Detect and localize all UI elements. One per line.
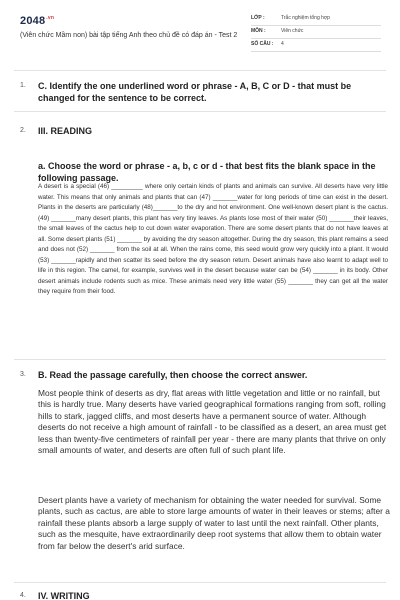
logo-suffix: .vn	[46, 15, 55, 22]
meta-row-subject	[251, 26, 381, 39]
meta-value: Trắc nghiệm tổng hợp	[281, 15, 330, 21]
question-title: IV. WRITING	[38, 591, 90, 600]
meta-row-count	[251, 39, 381, 52]
divider	[14, 111, 386, 112]
logo-text: 2048	[20, 15, 46, 27]
question-number: 4.	[20, 592, 26, 599]
site-logo[interactable]	[20, 15, 54, 27]
page-header	[0, 0, 400, 62]
question-number: 3.	[20, 371, 26, 378]
meta-key: SỐ CÂU :	[251, 41, 274, 47]
divider	[14, 70, 386, 71]
passage-paragraph: Most people think of deserts as dry, flat areas with little vegetation and little or no rainfall, but this is hardly true. Many deserts have varied geographical formations ranging from soft, rolling hills to stark, jagged cliffs, and most deserts have a permanent source of water. Although deserts do not receive a high amount of rainfall - to be classified as a desert, an area must get less than twenty-five centimeters of rainfall per year - there are many plants that thrive on only small amounts of water, and deserts are often full of such plant life.	[38, 388, 387, 456]
meta-value: Viên chức	[281, 28, 304, 34]
meta-table	[251, 13, 381, 52]
meta-key: MÔN :	[251, 28, 266, 34]
question-title: B. Read the passage carefully, then choose the correct answer.	[38, 370, 308, 380]
question-number: 1.	[20, 82, 26, 89]
meta-key: LỚP :	[251, 15, 265, 21]
document-title: (Viên chức Mầm non) bài tập tiếng Anh theo chủ đề có đáp án - Test 2	[20, 32, 238, 39]
divider	[14, 582, 386, 583]
question-title: III. READING	[38, 126, 93, 136]
divider	[14, 359, 386, 360]
meta-value: 4	[281, 41, 284, 47]
reading-passage: A desert is a special (46) _________ where only certain kinds of plants and animals can survive. All deserts have very little water. This means that only animals and plants that can (47) _______water for long periods of time can exist in the desert. Plants in the deserts are particularly (48)_______to the dry and hot environment. One well-known desert plant is the cactus. (49) _______many desert plants, this plant has very tiny leaves. As plants lose most of their water (50) _______their leaves, the small leaves of the cactus help to cut down water evaporation. There are some desert plants that do not have leaves at all. Some desert plants (51) _______ by avoiding the dry season altogether. During the dry season, this plant remains a seed and does not (52) _______ from the soil at all. When the rains come, this seed would grow very quickly into a plant. It would (53) _______rapidly and then scatter its seed before the dry season return. Desert animals have also learnt to adapt well to life in this region. The camel, for example, survives well in the desert because water can be (54) _______ in its body. Other desert animals include rodents such as mice. These animals need very little water (55) _______ they can get all the water they require from their food.	[38, 183, 388, 295]
meta-row-class	[251, 13, 381, 26]
passage-paragraph: Desert plants have a variety of mechanism for obtaining the water needed for survival. Some plants, such as cactus, are able to store large amounts of water in their leaves or stems; after a rainfall these plants absorb a large supply of water to last until the next rainfall. Other plants, such as the mesquite, have extraordinarily deep root systems that allow them to obtain water from far below the desert's arid surface.	[38, 495, 390, 551]
question-number: 2.	[20, 127, 26, 134]
question-subtitle: a. Choose the word or phrase - a, b, c or d - that best fits the blank space in the following passage.	[38, 161, 376, 183]
question-title: C. Identify the one underlined word or phrase - A, B, C or D - that must be changed for the sentence to be correct.	[38, 81, 352, 103]
